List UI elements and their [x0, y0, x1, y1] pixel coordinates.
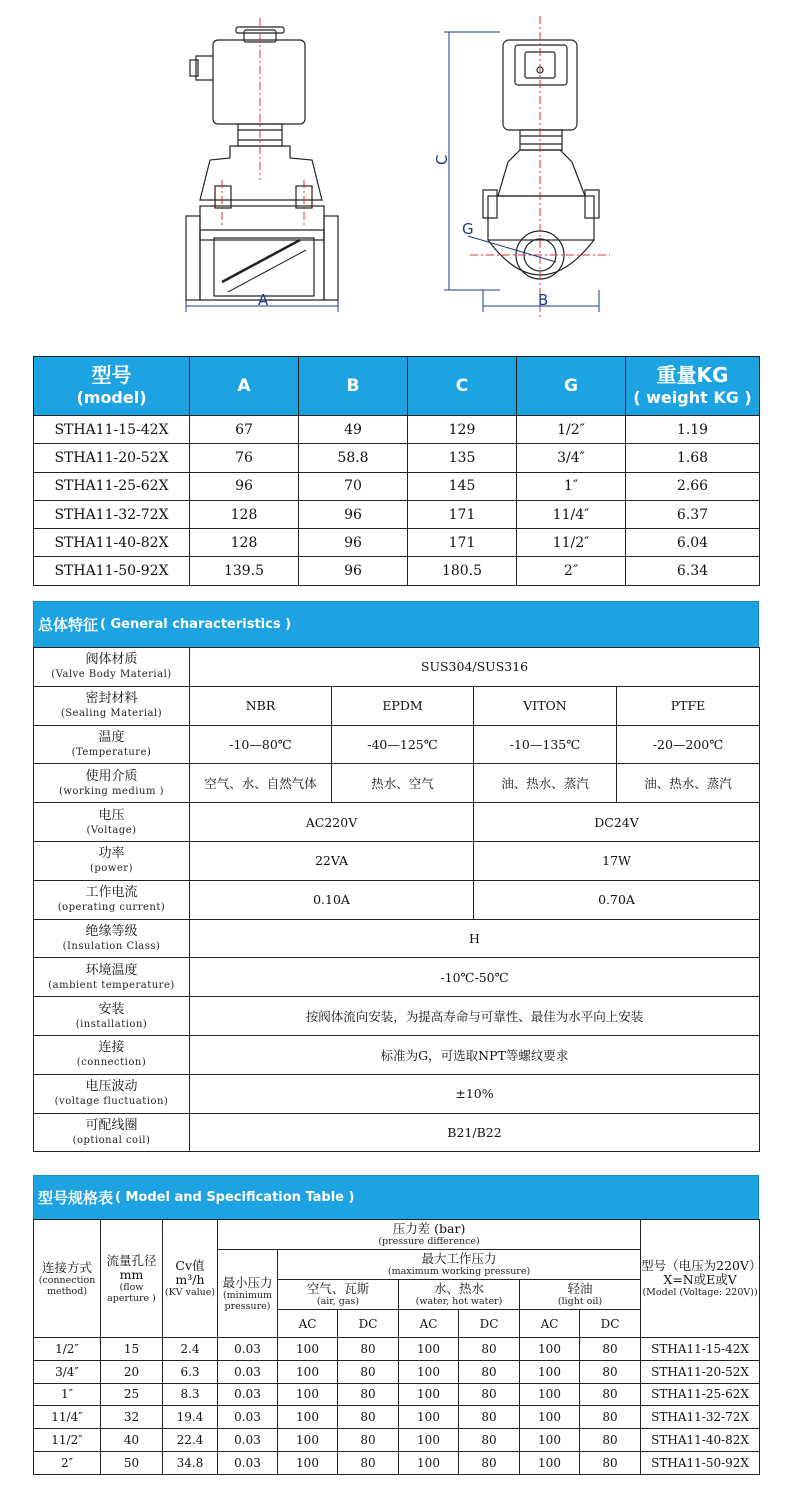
model-spec-table — [33, 1219, 760, 1475]
table-cell: 80 — [459, 1360, 520, 1383]
table-cell: 11/4″ — [517, 500, 626, 528]
table-row — [34, 1338, 760, 1361]
spec-header-pressure-diff: 压力差 (bar) (pressure difference) — [218, 1220, 641, 1250]
value-current-dc: 0.70A — [474, 880, 760, 919]
table-cell: 1.19 — [626, 416, 760, 444]
value-body-material: SUS304/SUS316 — [190, 648, 760, 687]
value-power-dc: 17W — [474, 841, 760, 880]
table-cell: 1/2″ — [517, 416, 626, 444]
table-cell: 96 — [190, 472, 299, 500]
table-cell: 19.4 — [163, 1406, 218, 1429]
value-voltage-dc: DC24V — [474, 803, 760, 842]
table-cell: STHA11-25-62X — [641, 1383, 760, 1406]
spec-header-air-dc: DC — [338, 1310, 399, 1338]
table-cell: 100 — [399, 1429, 459, 1452]
value-medium-epdm: 热水、空气 — [332, 764, 474, 803]
spec-header-oil-dc: DC — [580, 1310, 641, 1338]
row-body-material — [34, 648, 760, 687]
header-model — [34, 357, 190, 416]
general-title-en: ( General characteristics ) — [100, 617, 292, 632]
value-temp-epdm: -40—125℃ — [332, 725, 474, 764]
table-cell: 100 — [278, 1360, 338, 1383]
table-cell: 40 — [101, 1429, 163, 1452]
general-characteristics-title — [33, 601, 759, 648]
table-cell: 50 — [101, 1451, 163, 1474]
label-sealing-material: 密封材料 (Sealing Material) — [34, 686, 190, 725]
spec-header-oil: 轻油 (light oil) — [520, 1280, 641, 1310]
table-cell: 0.03 — [218, 1338, 278, 1361]
table-cell: 80 — [580, 1406, 641, 1429]
label-voltage-fluctuation: 电压波动 (voltage fluctuation) — [34, 1074, 190, 1113]
spec-header-model: 型号（电压为220V） X=N或E或V (Model (Voltage: 220V)) — [641, 1220, 760, 1338]
label-working-medium: 使用介质 (working medium ) — [34, 764, 190, 803]
table-cell: STHA11-20-52X — [641, 1360, 760, 1383]
spec-header-water-dc: DC — [459, 1310, 520, 1338]
value-voltage-ac: AC220V — [190, 803, 474, 842]
value-temp-ptfe: -20—200℃ — [617, 725, 760, 764]
table-cell: 100 — [278, 1406, 338, 1429]
table-cell: 0.03 — [218, 1360, 278, 1383]
label-ambient-temperature: 环境温度 (ambient temperature) — [34, 958, 190, 997]
table-cell: STHA11-40-82X — [641, 1429, 760, 1452]
header-c: C — [408, 357, 517, 416]
table-cell: 80 — [580, 1338, 641, 1361]
value-optional-coil: B21/B22 — [190, 1113, 760, 1152]
spec-title-cn: 型号规格表 — [38, 1189, 114, 1207]
label-voltage: 电压 (Voltage) — [34, 803, 190, 842]
table-cell: STHA11-15-42X — [641, 1338, 760, 1361]
spec-header-min-pressure: 最小压力 (minimum pressure) — [218, 1250, 278, 1338]
table-row — [34, 416, 760, 444]
table-cell: 80 — [338, 1338, 399, 1361]
table-cell: 100 — [520, 1406, 580, 1429]
table-row — [34, 1406, 760, 1429]
table-cell: 128 — [190, 500, 299, 528]
table-cell: 6.3 — [163, 1360, 218, 1383]
table-row — [34, 500, 760, 528]
dimensions-header-row — [34, 357, 760, 416]
spec-table-title — [33, 1175, 759, 1220]
table-cell: 1.68 — [626, 444, 760, 472]
header-a: A — [190, 357, 299, 416]
table-cell: 2″ — [34, 1451, 101, 1474]
value-ambient-temperature: -10℃-50℃ — [190, 958, 760, 997]
table-cell: 25 — [101, 1383, 163, 1406]
table-cell: 2.4 — [163, 1338, 218, 1361]
table-cell: STHA11-32-72X — [34, 500, 190, 528]
dim-g-label: G — [462, 220, 474, 238]
label-power: 功率 (power) — [34, 841, 190, 880]
value-connection: 标准为G，可选取NPT等螺纹要求 — [190, 1035, 760, 1074]
table-cell: 70 — [299, 472, 408, 500]
label-operating-current: 工作电流 (operating current) — [34, 880, 190, 919]
dim-b-label: B — [538, 291, 549, 309]
table-row — [34, 1360, 760, 1383]
table-cell: 96 — [299, 557, 408, 585]
table-cell: 58.8 — [299, 444, 408, 472]
table-cell: STHA11-25-62X — [34, 472, 190, 500]
value-seal-nbr: NBR — [190, 686, 332, 725]
table-cell: 100 — [278, 1383, 338, 1406]
row-optional-coil — [34, 1113, 760, 1152]
general-title-cn: 总体特征 — [38, 616, 99, 634]
spec-title-en: ( Model and Specification Table ) — [115, 1190, 355, 1205]
general-characteristics-table — [33, 647, 760, 1152]
table-cell: 171 — [408, 529, 517, 557]
table-cell: 6.04 — [626, 529, 760, 557]
table-cell: 2.66 — [626, 472, 760, 500]
value-seal-epdm: EPDM — [332, 686, 474, 725]
table-cell: STHA11-40-82X — [34, 529, 190, 557]
spec-header-air: 空气、瓦斯 (air, gas) — [278, 1280, 399, 1310]
table-cell: 139.5 — [190, 557, 299, 585]
label-installation: 安装 (installation) — [34, 997, 190, 1036]
table-cell: STHA11-50-92X — [641, 1451, 760, 1474]
spec-header-connection: 连接方式 (connection method) — [34, 1220, 101, 1338]
table-cell: 80 — [338, 1383, 399, 1406]
table-cell: 11/4″ — [34, 1406, 101, 1429]
table-cell: 135 — [408, 444, 517, 472]
row-voltage-fluctuation — [34, 1074, 760, 1113]
value-current-ac: 0.10A — [190, 880, 474, 919]
table-row — [34, 1451, 760, 1474]
table-cell: 80 — [338, 1451, 399, 1474]
table-cell: 0.03 — [218, 1406, 278, 1429]
table-cell: 3/4″ — [34, 1360, 101, 1383]
table-cell: 100 — [399, 1451, 459, 1474]
table-cell: 128 — [190, 529, 299, 557]
table-cell: 96 — [299, 529, 408, 557]
table-cell: 129 — [408, 416, 517, 444]
header-weight-cn: 重量KG — [656, 363, 729, 387]
table-row — [34, 444, 760, 472]
table-cell: 67 — [190, 416, 299, 444]
table-cell: 20 — [101, 1360, 163, 1383]
table-cell: 1″ — [34, 1383, 101, 1406]
value-seal-ptfe: PTFE — [617, 686, 760, 725]
table-cell: 80 — [459, 1451, 520, 1474]
value-installation: 按阀体流向安装，为提高寿命与可靠性、最佳为水平向上安装 — [190, 997, 760, 1036]
label-insulation-class: 绝缘等级 (Insulation Class) — [34, 919, 190, 958]
table-cell: 80 — [459, 1429, 520, 1452]
table-cell: 80 — [580, 1383, 641, 1406]
table-cell: 80 — [338, 1360, 399, 1383]
table-cell: 0.03 — [218, 1429, 278, 1452]
spec-header-air-ac: AC — [278, 1310, 338, 1338]
spec-header-oil-ac: AC — [520, 1310, 580, 1338]
table-cell: 180.5 — [408, 557, 517, 585]
table-cell: 100 — [520, 1338, 580, 1361]
header-b: B — [299, 357, 408, 416]
table-cell: 100 — [278, 1429, 338, 1452]
table-cell: STHA11-15-42X — [34, 416, 190, 444]
dim-c-label: C — [433, 154, 451, 165]
table-cell: 100 — [399, 1383, 459, 1406]
label-optional-coil: 可配线圈 (optional coil) — [34, 1113, 190, 1152]
spec-header-water-ac: AC — [399, 1310, 459, 1338]
table-cell: 80 — [338, 1406, 399, 1429]
table-cell: 15 — [101, 1338, 163, 1361]
row-power — [34, 841, 760, 880]
header-model-en: (model) — [76, 388, 147, 407]
header-weight — [626, 357, 760, 416]
table-row — [34, 472, 760, 500]
table-cell: 22.4 — [163, 1429, 218, 1452]
table-cell: 0.03 — [218, 1383, 278, 1406]
table-cell: 49 — [299, 416, 408, 444]
table-cell: STHA11-20-52X — [34, 444, 190, 472]
table-cell: 3/4″ — [517, 444, 626, 472]
table-cell: 100 — [399, 1406, 459, 1429]
table-cell: 80 — [459, 1406, 520, 1429]
label-temperature: 温度 (Temperature) — [34, 725, 190, 764]
value-medium-nbr: 空气、水、自然气体 — [190, 764, 332, 803]
table-cell: 11/2″ — [517, 529, 626, 557]
table-cell: STHA11-32-72X — [641, 1406, 760, 1429]
table-cell: 6.37 — [626, 500, 760, 528]
row-insulation-class — [34, 919, 760, 958]
header-model-cn: 型号 — [91, 363, 132, 387]
table-cell: 80 — [580, 1429, 641, 1452]
value-medium-viton: 油、热水、蒸汽 — [474, 764, 617, 803]
value-temp-nbr: -10—80℃ — [190, 725, 332, 764]
spec-header-max-pressure: 最大工作压力 (maximum working pressure) — [278, 1250, 641, 1280]
table-cell: 1/2″ — [34, 1338, 101, 1361]
value-medium-ptfe: 油、热水、蒸汽 — [617, 764, 760, 803]
table-cell: 8.3 — [163, 1383, 218, 1406]
spec-header-cv: Cv值m³/h (KV value) — [163, 1220, 218, 1338]
spec-header-row-1 — [34, 1220, 760, 1250]
row-connection — [34, 1035, 760, 1074]
table-cell: 11/2″ — [34, 1429, 101, 1452]
table-cell: 80 — [459, 1338, 520, 1361]
value-power-ac: 22VA — [190, 841, 474, 880]
table-cell: 34.8 — [163, 1451, 218, 1474]
row-operating-current — [34, 880, 760, 919]
row-installation — [34, 997, 760, 1036]
table-cell: 100 — [399, 1360, 459, 1383]
spec-header-flow: 流量孔径mm (flow aperture ) — [101, 1220, 163, 1338]
value-insulation-class: H — [190, 919, 760, 958]
dim-a-label: A — [258, 291, 269, 309]
table-cell: 1″ — [517, 472, 626, 500]
valve-technical-drawing — [0, 0, 790, 345]
row-temperature — [34, 725, 760, 764]
table-row — [34, 1383, 760, 1406]
table-cell: 80 — [459, 1383, 520, 1406]
table-cell: 80 — [338, 1429, 399, 1452]
table-cell: 100 — [520, 1383, 580, 1406]
table-cell: 76 — [190, 444, 299, 472]
row-ambient-temperature — [34, 958, 760, 997]
table-cell: 80 — [580, 1451, 641, 1474]
header-weight-en: ( weight KG ) — [633, 388, 752, 407]
table-cell: 100 — [278, 1451, 338, 1474]
dimensions-table — [33, 356, 760, 586]
table-row — [34, 557, 760, 585]
table-cell: 2″ — [517, 557, 626, 585]
table-cell: 145 — [408, 472, 517, 500]
table-row — [34, 529, 760, 557]
value-seal-viton: VITON — [474, 686, 617, 725]
table-cell: 6.34 — [626, 557, 760, 585]
table-cell: 100 — [520, 1429, 580, 1452]
table-cell: 96 — [299, 500, 408, 528]
value-voltage-fluctuation: ±10% — [190, 1074, 760, 1113]
table-cell: 100 — [399, 1338, 459, 1361]
header-g: G — [517, 357, 626, 416]
table-cell: 32 — [101, 1406, 163, 1429]
table-cell: 100 — [278, 1338, 338, 1361]
row-voltage — [34, 803, 760, 842]
label-body-material: 阀体材质 (Valve Body Material) — [34, 648, 190, 687]
table-cell: 80 — [580, 1360, 641, 1383]
spec-header-water: 水、热水 (water, hot water) — [399, 1280, 520, 1310]
front-coil — [213, 40, 305, 124]
table-row — [34, 1429, 760, 1452]
table-cell: 0.03 — [218, 1451, 278, 1474]
table-cell: 100 — [520, 1451, 580, 1474]
row-working-medium — [34, 764, 760, 803]
label-connection: 连接 (connection) — [34, 1035, 190, 1074]
value-temp-viton: -10—135℃ — [474, 725, 617, 764]
table-cell: STHA11-50-92X — [34, 557, 190, 585]
table-cell: 100 — [520, 1360, 580, 1383]
table-cell: 171 — [408, 500, 517, 528]
row-sealing-material — [34, 686, 760, 725]
